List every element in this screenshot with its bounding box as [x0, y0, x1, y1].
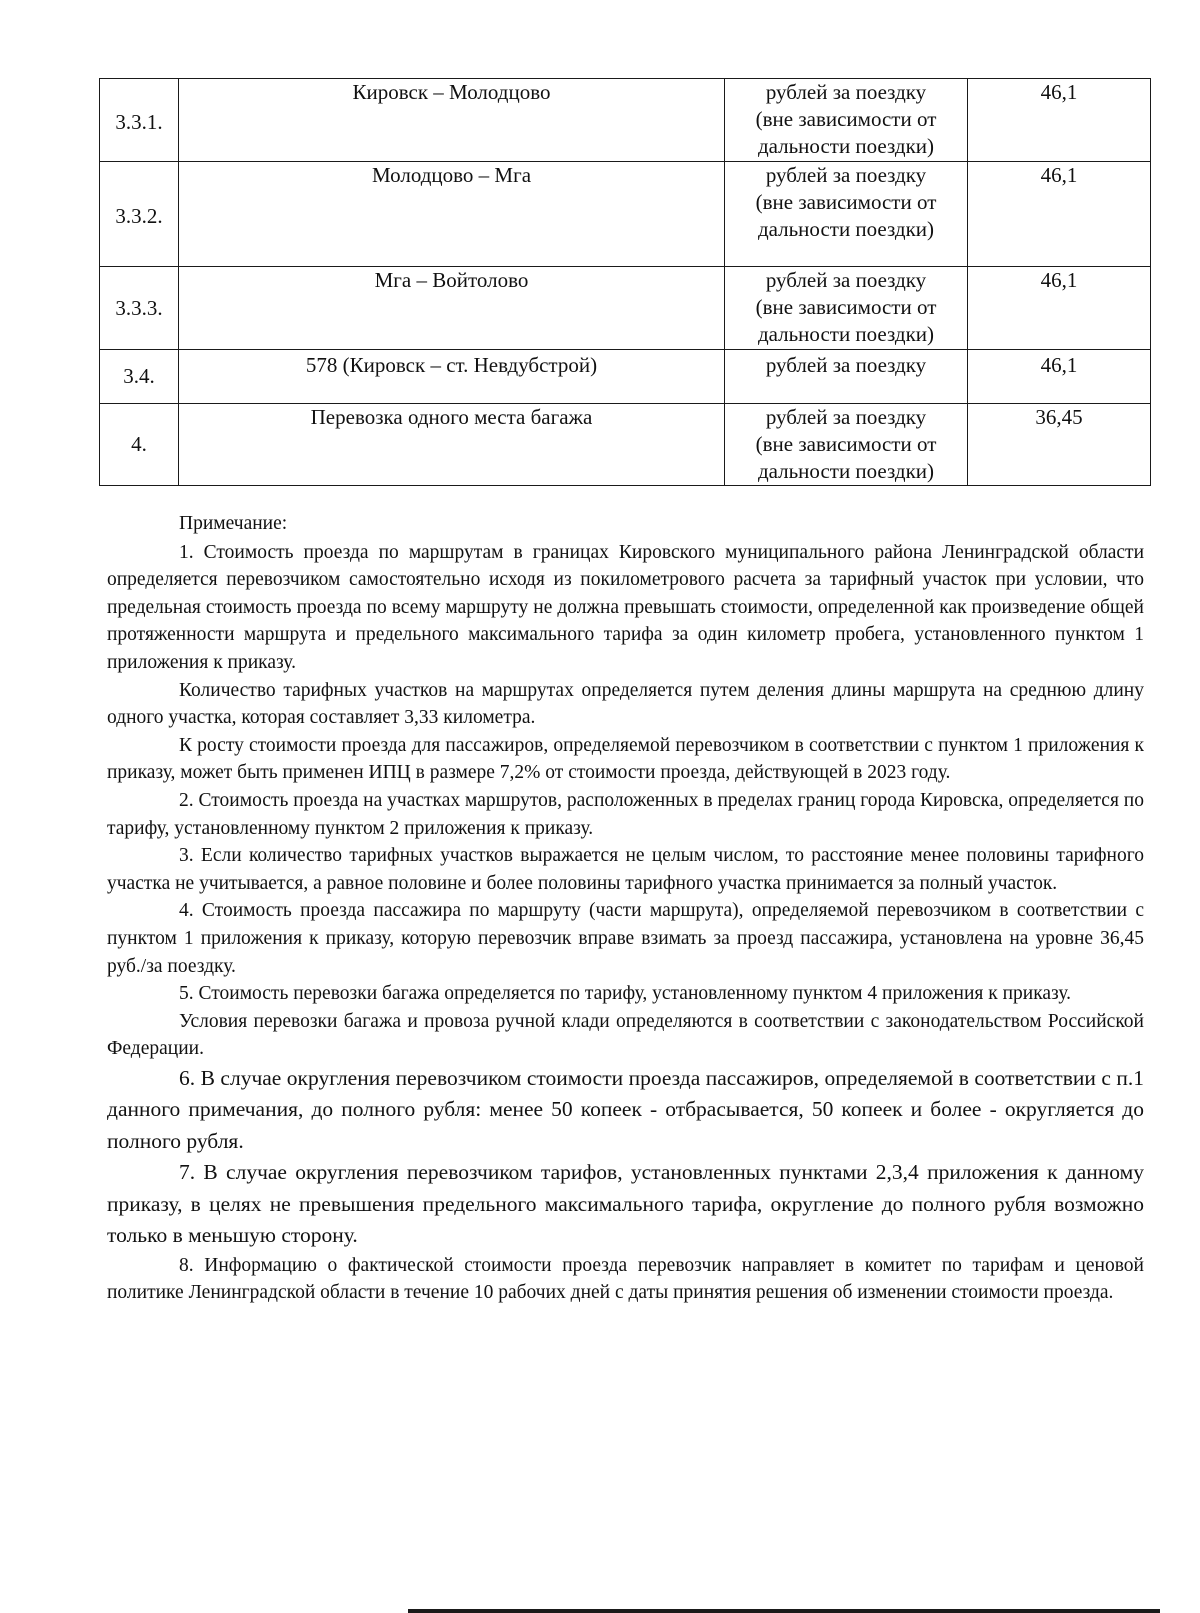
unit-line: рублей за поездку	[765, 405, 927, 429]
page-bottom-rule	[408, 1609, 1160, 1613]
row-number: 3.3.3.	[100, 267, 179, 350]
route-name: Мга – Войтолово	[179, 267, 725, 350]
tariff-table	[99, 78, 1151, 486]
notes-section	[107, 510, 1144, 1307]
route-name: Перевозка одного места багажа	[179, 404, 725, 486]
table-row	[100, 350, 1151, 404]
unit-cell	[725, 267, 968, 350]
notes-heading: Примечание:	[179, 513, 288, 534]
tariff-value: 46,1	[968, 162, 1151, 267]
tariff-value: 46,1	[968, 350, 1151, 404]
route-name: Кировск – Молодцово	[179, 79, 725, 162]
unit-line: (вне зависимости от	[755, 295, 937, 319]
note-paragraph: 7. В случае округления перевозчиком тарифов, установленных пунктами 2,3,4 приложения к данному приказу, в целях не превышения предельного максимального тарифа, округление до полного рубля возможно только в меньшую сторону.	[107, 1160, 1144, 1248]
note-paragraph: 6. В случае округления перевозчиком стоимости проезда пассажиров, определяемой в соответствии с п.1 данного примечания, до полного рубля: менее 50 копеек - отбрасывается, 50 копеек и более - округляется до полного рубля.	[107, 1065, 1144, 1153]
unit-cell	[725, 350, 968, 404]
note-paragraph: 8. Информацию о фактической стоимости проезда перевозчик направляет в комитет по тарифам и ценовой политике Ленинградской области в течение 10 рабочих дней с даты принятия решения об изменении стоимости проезда.	[107, 1254, 1144, 1304]
unit-line: дальности поездки)	[757, 134, 935, 158]
unit-line: (вне зависимости от	[755, 190, 937, 214]
tariff-value: 46,1	[968, 79, 1151, 162]
row-number: 4.	[100, 404, 179, 486]
row-number: 3.3.2.	[100, 162, 179, 267]
tariff-value: 36,45	[968, 404, 1151, 486]
unit-line: рублей за поездку	[765, 353, 927, 377]
table-row	[100, 404, 1151, 486]
unit-line: дальности поездки)	[757, 322, 935, 346]
note-paragraph: 1. Стоимость проезда по маршрутам в границах Кировского муниципального района Ленинградской области определяется перевозчиком самостоятельно исходя из покилометрового расчета за тарифный участок при условии, что предельная стоимость проезда по всему маршруту не должна превышать стоимости, определенной как произведение общей протяженности маршрута и предельного максимального тарифа за один километр пробега, установленного пунктом 1 приложения к приказу.	[107, 541, 1144, 673]
note-paragraph: 2. Стоимость проезда на участках маршрутов, расположенных в пределах границ города Кировска, определяется по тарифу, установленному пунктом 2 приложения к приказу.	[107, 789, 1144, 839]
row-number: 3.4.	[100, 350, 179, 404]
tariff-value: 46,1	[968, 267, 1151, 350]
note-paragraph: Количество тарифных участков на маршрутах определяется путем деления длины маршрута на среднюю длину одного участка, которая составляет 3,33 километра.	[107, 679, 1144, 729]
route-name: 578 (Кировск – ст. Невдубстрой)	[179, 350, 725, 404]
unit-cell	[725, 79, 968, 162]
note-paragraph: 5. Стоимость перевозки багажа определяется по тарифу, установленному пунктом 4 приложения к приказу.	[179, 983, 1071, 1005]
note-paragraph: 3. Если количество тарифных участков выражается не целым числом, то расстояние менее половины тарифного участка не учитывается, а равное половине и более половины тарифного участка принимается за полный участок.	[107, 845, 1144, 894]
unit-line: дальности поездки)	[757, 459, 935, 483]
unit-cell	[725, 404, 968, 486]
unit-line: (вне зависимости от	[755, 107, 937, 131]
unit-line: (вне зависимости от	[755, 432, 937, 456]
table-row	[100, 79, 1151, 162]
note-paragraph: 4. Стоимость проезда пассажира по маршруту (части маршрута), определяемой перевозчиком в соответствии с пунктом 1 приложения к приказу, которую перевозчик вправе взимать за проезд пассажира, установлена на уровне 36,45 руб./за поездку.	[107, 900, 1144, 977]
table-row	[100, 162, 1151, 267]
unit-line: рублей за поездку	[765, 163, 927, 187]
unit-line: рублей за поездку	[765, 80, 927, 104]
note-paragraph: Условия перевозки багажа и провоза ручной клади определяются в соответствии с законодательством Российской Федерации.	[107, 1010, 1144, 1060]
unit-line: дальности поездки)	[757, 217, 935, 241]
route-name: Молодцово – Мга	[179, 162, 725, 267]
unit-line: рублей за поездку	[765, 268, 927, 292]
unit-cell	[725, 162, 968, 267]
row-number: 3.3.1.	[100, 79, 179, 162]
table-row	[100, 267, 1151, 350]
note-paragraph: К росту стоимости проезда для пассажиров, определяемой перевозчиком в соответствии с пунктом 1 приложения к приказу, может быть применен ИПЦ в размере 7,2% от стоимости проезда, действующей в 2023 году.	[107, 734, 1144, 784]
